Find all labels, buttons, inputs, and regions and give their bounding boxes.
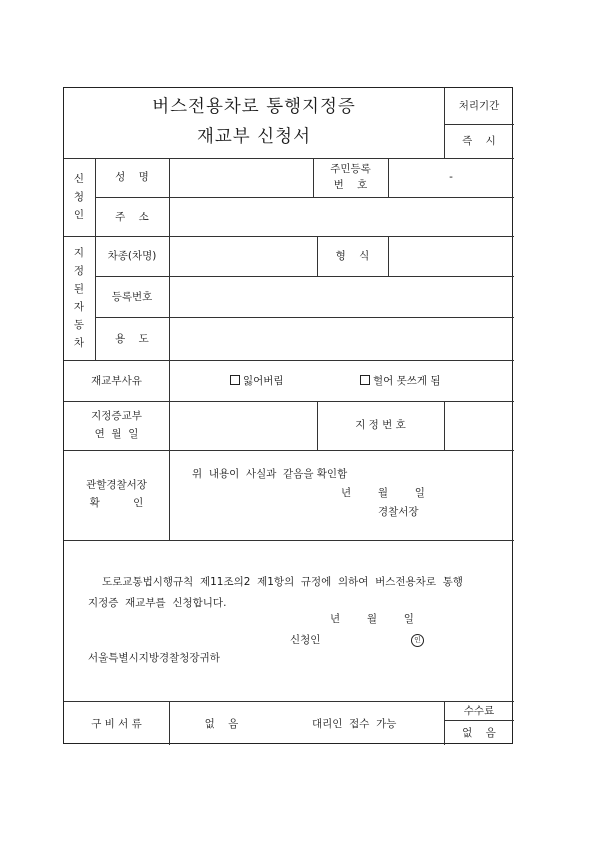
- rrn-label-line-1: 주민등록: [330, 163, 371, 175]
- proxy-submission-note: 대리인 접수 가능: [312, 718, 397, 730]
- statement-applicant-label: 신청인: [290, 634, 321, 646]
- vehicle-group-label: 지정된자동차: [73, 247, 85, 349]
- divider: [64, 360, 514, 361]
- police-confirm-label-line-1: 관할경찰서장: [86, 479, 147, 491]
- seal-mark: [411, 633, 424, 647]
- applicant-group-label: 신청인: [73, 173, 85, 221]
- vehicle-model-label: 차종(차명): [107, 250, 157, 262]
- statement-date: 년 월 일: [330, 613, 414, 625]
- checkbox-worn[interactable]: [360, 375, 370, 385]
- vehicle-model-field[interactable]: [170, 237, 316, 275]
- option-lost-label: 잃어버림: [243, 375, 284, 387]
- address-field[interactable]: [170, 198, 513, 235]
- statement-line-1: 도로교통법시행규칙 제11조의2 제1항의 규정에 의하여 버스전용차로 통행: [102, 576, 463, 588]
- fee-label: 수수료: [463, 705, 495, 717]
- police-confirm-date: 년 월 일: [341, 487, 425, 499]
- required-documents-value: 없 음: [204, 718, 239, 730]
- name-label: 성 명: [115, 171, 149, 183]
- processing-period-value: 즉 시: [462, 135, 496, 147]
- vehicle-type-label: 형 식: [335, 250, 370, 262]
- form-title-line-2: 재교부 신청서: [197, 127, 311, 147]
- address-label: 주 소: [115, 211, 149, 223]
- designation-number-label: 지 정 번 호: [355, 419, 406, 431]
- statement-line-2: 지정증 재교부를 신청합니다.: [88, 597, 227, 609]
- processing-period-label: 처리기간: [458, 100, 500, 112]
- divider: [444, 720, 514, 721]
- divider: [444, 124, 514, 125]
- option-worn-label: 헐어 못쓰게 됨: [373, 375, 441, 387]
- issue-date-label-line-2: 연 월 일: [94, 428, 139, 440]
- police-chief-signature: 경찰서장: [378, 506, 419, 518]
- name-field[interactable]: [170, 159, 312, 196]
- police-confirm-text: 위 내용이 사실과 같음을 확인함: [192, 468, 348, 480]
- rrn-field[interactable]: -: [449, 171, 453, 183]
- fee-value: 없 음: [462, 727, 496, 739]
- divider: [64, 701, 514, 702]
- registration-number-field[interactable]: [170, 277, 513, 316]
- police-confirm-label-line-2: 확 인: [89, 497, 144, 509]
- divider: [64, 540, 514, 541]
- usage-field[interactable]: [170, 318, 513, 359]
- issue-date-field[interactable]: [170, 402, 316, 449]
- form-title-line-1: 버스전용차로 통행지정증: [152, 97, 356, 117]
- registration-number-label: 등록번호: [111, 291, 153, 303]
- option-lost[interactable]: [230, 374, 284, 388]
- required-documents-label: 구 비 서 류: [91, 718, 142, 730]
- applicant-signature-field[interactable]: [336, 631, 408, 648]
- usage-label: 용 도: [115, 333, 149, 345]
- option-worn[interactable]: [360, 374, 441, 388]
- divider: [64, 450, 514, 451]
- seal-icon: 인: [411, 634, 424, 647]
- checkbox-lost[interactable]: [230, 375, 240, 385]
- recipient-text: 서울특별시지방경찰청장귀하: [88, 652, 220, 664]
- rrn-label-line-2: 번 호: [333, 179, 368, 191]
- issue-date-label-line-1: 지정증교부: [91, 410, 142, 422]
- vehicle-type-field[interactable]: [389, 237, 513, 275]
- designation-number-field[interactable]: [445, 402, 513, 449]
- application-form: [63, 87, 513, 744]
- reissue-reason-label: 재교부사유: [91, 375, 142, 387]
